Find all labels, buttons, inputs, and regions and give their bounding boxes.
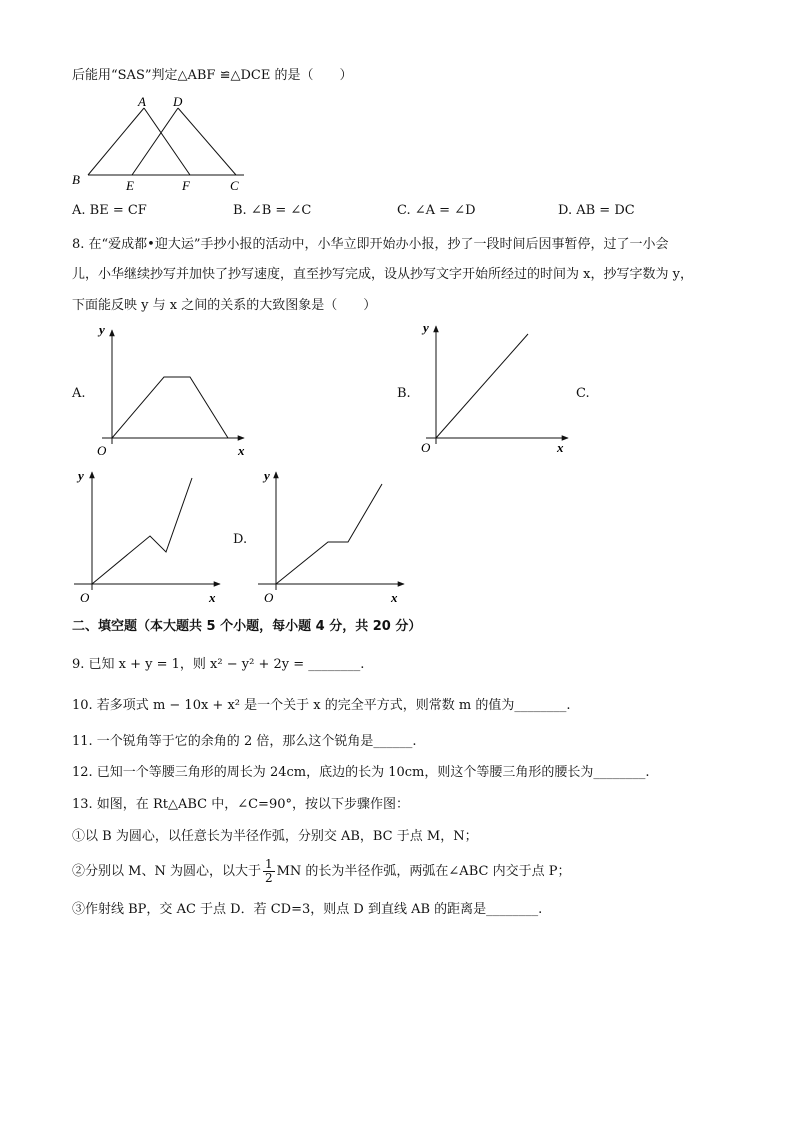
q13-step-3: ③作射线 BP，交 AC 于点 D．若 CD=3，则点 D 到直线 AB 的距离是________. [72, 902, 543, 917]
q13-step-2-pre: ②分别以 M、N 为圆心，以大于 [72, 864, 261, 879]
q9-text: 9. 已知 x + y = 1，则 x² − y² + 2y = ________. [72, 657, 365, 672]
graph-c-origin: O [80, 590, 90, 605]
line-ab [88, 108, 144, 175]
q8-option-a-label[interactable]: A. [72, 386, 86, 401]
line-dc [178, 108, 236, 175]
q12-text: 12. 已知一个等腰三角形的周长为 24cm，底边的长为 10cm，则这个等腰三角形的腰长为________. [72, 765, 650, 780]
label-b: B [72, 172, 80, 187]
q7-figure [66, 92, 256, 196]
graph-b [416, 318, 576, 460]
q8-option-b-label[interactable]: B. [397, 386, 411, 401]
graph-c-y-label: y [78, 468, 84, 483]
q13-line-1: 13. 如图，在 Rt△ABC 中，∠C=90°，按以下步骤作图： [72, 797, 409, 812]
q8-option-c-label[interactable]: C. [576, 386, 590, 401]
graph-d [256, 464, 416, 606]
q8-option-d-label[interactable]: D. [233, 532, 248, 547]
fraction-numerator: 1 [264, 857, 273, 871]
q8-line-1: 8. 在“爱成都•迎大运”手抄小报的活动中，小华立即开始办小报，抄了一段时间后因事暂停，过了一小会 [72, 237, 669, 252]
fraction-denominator: 2 [264, 871, 273, 885]
section-2-title: 二、填空题（本大题共 5 个小题，每小题 4 分，共 20 分） [72, 619, 422, 634]
q8-line-2: 儿，小华继续抄写并加快了抄写速度，直至抄写完成，设从抄写文字开始所经过的时间为 x，抄写字数为 y， [72, 267, 693, 282]
line-de [132, 108, 178, 175]
graph-b-y-label: y [423, 320, 429, 335]
label-d: D [173, 94, 183, 109]
label-c: C [230, 178, 239, 193]
label-a: A [138, 94, 146, 109]
graph-d-y-label: y [264, 468, 270, 483]
graph-d-origin: O [264, 590, 274, 605]
graph-c-curve [92, 478, 192, 584]
graph-a-curve [112, 377, 228, 438]
q7-option-d[interactable]: D. AB = DC [558, 203, 635, 218]
graph-a-y-label: y [99, 322, 105, 337]
q7-stem: 后能用“SAS”判定△ABF ≌△DCE 的是（ ） [72, 68, 353, 83]
graph-a-x-label: x [238, 443, 245, 458]
graph-a [92, 318, 252, 460]
q11-text: 11. 一个锐角等于它的余角的 2 倍，那么这个锐角是______. [72, 734, 417, 749]
fraction-one-half [263, 858, 275, 885]
q13-step-2 [72, 858, 570, 885]
line-af [144, 108, 190, 175]
graph-c-x-label: x [209, 590, 216, 605]
q8-line-3: 下面能反映 y 与 x 之间的关系的大致图象是（ ） [72, 298, 377, 313]
graph-b-x-label: x [557, 440, 564, 455]
label-e: E [126, 178, 134, 193]
graph-b-origin: O [421, 440, 431, 455]
q13-step-1: ①以 B 为圆心，以任意长为半径作弧，分别交 AB，BC 于点 M，N； [72, 829, 478, 844]
graph-a-origin: O [97, 443, 107, 458]
graph-d-curve [276, 484, 382, 584]
label-f: F [182, 178, 190, 193]
graph-b-curve [436, 334, 528, 438]
q7-option-b[interactable]: B. ∠B = ∠C [233, 203, 312, 218]
q13-step-2-post: MN 的长为半径作弧，两弧在∠ABC 内交于点 P； [276, 864, 571, 879]
q7-option-a[interactable]: A. BE = CF [72, 203, 147, 218]
q7-option-c[interactable]: C. ∠A = ∠D [397, 203, 476, 218]
graph-d-x-label: x [391, 590, 398, 605]
graph-c [72, 464, 232, 606]
q10-text: 10. 若多项式 m − 10x + x² 是一个关于 x 的完全平方式，则常数 m 的值为________. [72, 698, 571, 713]
